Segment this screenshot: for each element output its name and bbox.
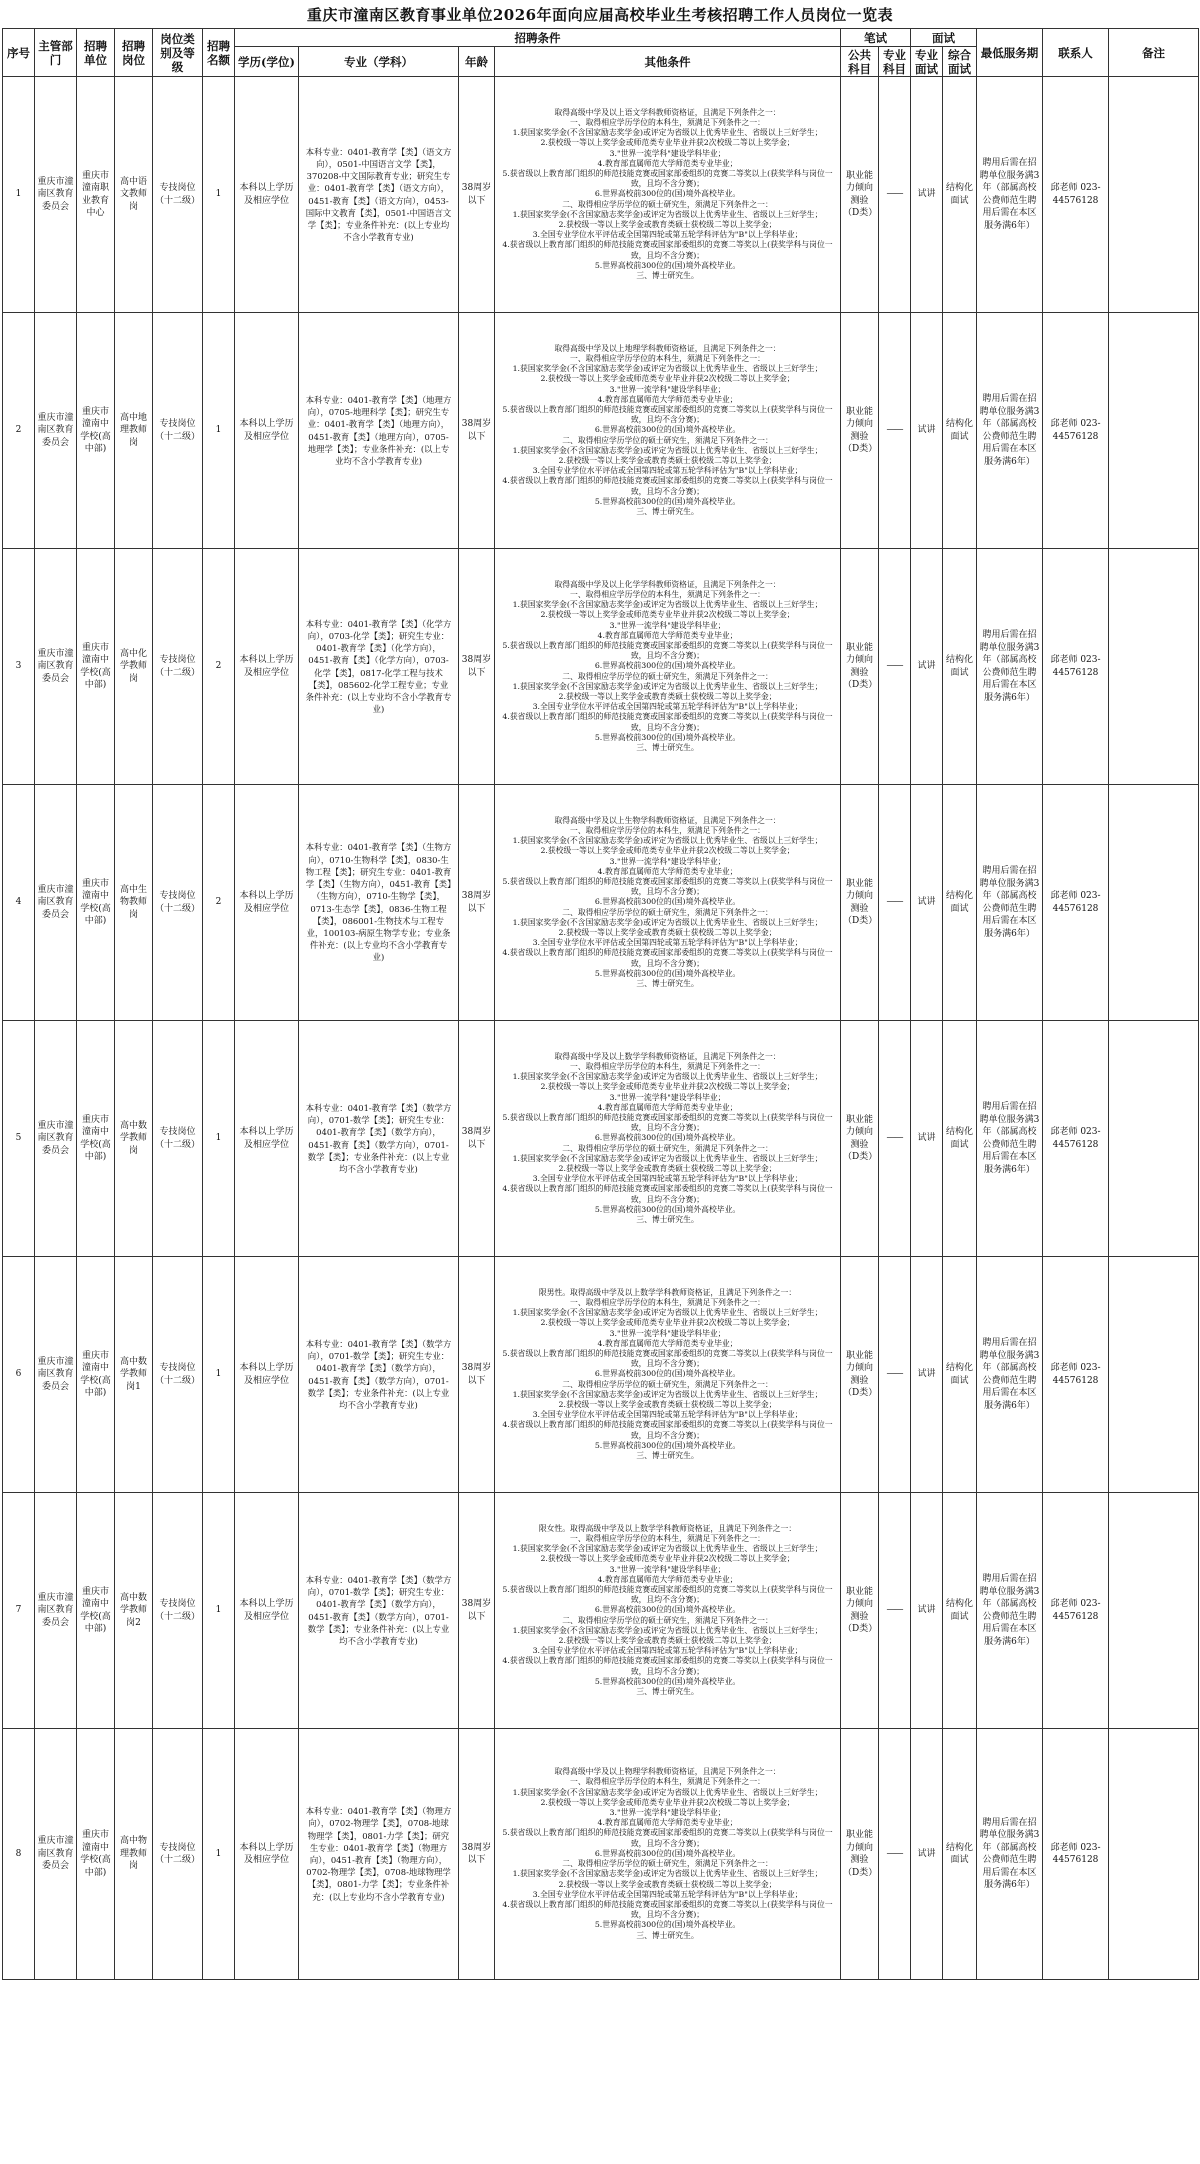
cell-quota: 1 — [203, 313, 235, 549]
cell-category: 专技岗位（十二级） — [153, 77, 203, 313]
cell-major: 本科专业：0401-教育学【类】（数学方向），0701-数学【类】；研究生专业：0401-教育学【类】（数学方向），0451-教育【类】（数学方向），0701-数学【类】；专业条件补充：(以上专业均不含小学教育专业) — [299, 1257, 459, 1493]
table-row — [3, 1257, 1199, 1493]
cell-unit: 重庆市潼南中学校(高中部) — [77, 1021, 115, 1257]
header-pro-interview: 专业面试 — [911, 47, 943, 77]
header-other: 其他条件 — [495, 47, 841, 77]
cell-unit: 重庆市潼南中学校(高中部) — [77, 1257, 115, 1493]
cell-pro-subject: —— — [879, 77, 911, 313]
cell-education: 本科以上学历及相应学位 — [235, 785, 299, 1021]
cell-public-subject: 职业能力倾向测验（D类） — [841, 1257, 879, 1493]
cell-other-conditions: 取得高级中学及以上地理学科教师资格证，且满足下列条件之一： 一、取得相应学历学位的本科生，须满足下列条件之一： 1.获国家奖学金(不含国家励志奖学金)或评定为省级以上优秀毕业生、省级以上三好学生； 2.获校级一等以上奖学金或师范类专业毕业并获2次校级二等以上奖学金； 3."世界一流学科"建设学科毕业； 4.教育部直属师范大学师范类专业毕业； 5.获省级以上教育部门组织的师范技能竞赛或国家部委组织的竞赛二等奖以上(获奖学科与岗位一致，且均不含分赛)； 6.世界高校前300位的(国)境外高校毕业。 二、取得相应学历学位的硕士研究生，须满足下列条件之一： 1.获国家奖学金(不含国家励志奖学金)或评定为省级以上优秀毕业生、省级以上三好学生； 2.获校级一等以上奖学金或教育类硕士获校级二等以上奖学金； 3.全国专业学位水平评估或全国第四轮或第五轮学科评估为"B"以上学科毕业； 4.获省级以上教育部门组织的师范技能竞赛或国家部委组织的竞赛二等奖以上(获奖学科与岗位一致，且均不含分赛)； 5.世界高校前300位的(国)境外高校毕业。 三、博士研究生。 — [495, 313, 841, 549]
header-interview: 面试 — [911, 29, 977, 47]
cell-other-conditions: 取得高级中学及以上数学学科教师资格证，且满足下列条件之一： 一、取得相应学历学位的本科生，须满足下列条件之一： 1.获国家奖学金(不含国家励志奖学金)或评定为省级以上优秀毕业生、省级以上三好学生； 2.获校级一等以上奖学金或师范类专业毕业并获2次校级二等以上奖学金； 3."世界一流学科"建设学科毕业； 4.教育部直属师范大学师范类专业毕业； 5.获省级以上教育部门组织的师范技能竞赛或国家部委组织的竞赛二等奖以上(获奖学科与岗位一致，且均不含分赛)； 6.世界高校前300位的(国)境外高校毕业。 二、取得相应学历学位的硕士研究生，须满足下列条件之一： 1.获国家奖学金(不含国家励志奖学金)或评定为省级以上优秀毕业生、省级以上三好学生； 2.获校级一等以上奖学金或教育类硕士获校级二等以上奖学金； 3.全国专业学位水平评估或全国第四轮或第五轮学科评估为"B"以上学科毕业； 4.获省级以上教育部门组织的师范技能竞赛或国家部委组织的竞赛二等奖以上(获奖学科与岗位一致，且均不含分赛)； 5.世界高校前300位的(国)境外高校毕业。 三、博士研究生。 — [495, 1021, 841, 1257]
cell-dept: 重庆市潼南区教育委员会 — [35, 785, 77, 1021]
cell-comp-interview: 结构化面试 — [943, 785, 977, 1021]
cell-unit: 重庆市潼南中学校(高中部) — [77, 549, 115, 785]
cell-dept: 重庆市潼南区教育委员会 — [35, 77, 77, 313]
cell-education: 本科以上学历及相应学位 — [235, 1493, 299, 1729]
cell-age: 38周岁以下 — [459, 77, 495, 313]
cell-category: 专技岗位（十二级） — [153, 549, 203, 785]
cell-dept: 重庆市潼南区教育委员会 — [35, 1493, 77, 1729]
cell-other-conditions: 限女性。取得高级中学及以上数学学科教师资格证，且满足下列条件之一： 一、取得相应学历学位的本科生，须满足下列条件之一： 1.获国家奖学金(不含国家励志奖学金)或评定为省级以上优秀毕业生、省级以上三好学生； 2.获校级一等以上奖学金或师范类专业毕业并获2次校级二等以上奖学金； 3."世界一流学科"建设学科毕业； 4.教育部直属师范大学师范类专业毕业； 5.获省级以上教育部门组织的师范技能竞赛或国家部委组织的竞赛二等奖以上(获奖学科与岗位一致，且均不含分赛)； 6.世界高校前300位的(国)境外高校毕业。 二、取得相应学历学位的硕士研究生，须满足下列条件之一： 1.获国家奖学金(不含国家励志奖学金)或评定为省级以上优秀毕业生、省级以上三好学生； 2.获校级一等以上奖学金或教育类硕士获校级二等以上奖学金； 3.全国专业学位水平评估或全国第四轮或第五轮学科评估为"B"以上学科毕业； 4.获省级以上教育部门组织的师范技能竞赛或国家部委组织的竞赛二等奖以上(获奖学科与岗位一致，且均不含分赛)； 5.世界高校前300位的(国)境外高校毕业。 三、博士研究生。 — [495, 1493, 841, 1729]
cell-pro-subject: —— — [879, 1021, 911, 1257]
cell-quota: 1 — [203, 1729, 235, 1980]
header-public-subject: 公共科目 — [841, 47, 879, 77]
cell-age: 38周岁以下 — [459, 313, 495, 549]
cell-unit: 重庆市潼南中学校(高中部) — [77, 1729, 115, 1980]
cell-major: 本科专业：0401-教育学【类】（地理方向），0705-地理科学【类】；研究生专业：0401-教育学【类】（地理方向），0451-教育【类】（地理方向），0705-地理学【类】；专业条件补充：(以上专业均不含小学教育专业) — [299, 313, 459, 549]
table-row — [3, 785, 1199, 1021]
table-row — [3, 1729, 1199, 1980]
cell-public-subject: 职业能力倾向测验（D类） — [841, 313, 879, 549]
cell-remark — [1109, 1729, 1199, 1980]
cell-category: 专技岗位（十二级） — [153, 785, 203, 1021]
cell-contact: 邱老师 023-44576128 — [1043, 1257, 1109, 1493]
cell-major: 本科专业：0401-教育学【类】（语文方向），0501-中国语言文学【类】，370208-中文国际教育专业；研究生专业：0401-教育学【类】（语文方向），0451-教育【类】（语文方向），0453-国际中文教育【类】，0501-中国语言文学【类】；专业条件补充：(以上专业均不含小学教育专业) — [299, 77, 459, 313]
cell-other-conditions: 取得高级中学及以上生物学科教师资格证，且满足下列条件之一： 一、取得相应学历学位的本科生，须满足下列条件之一： 1.获国家奖学金(不含国家励志奖学金)或评定为省级以上优秀毕业生、省级以上三好学生； 2.获校级一等以上奖学金或师范类专业毕业并获2次校级二等以上奖学金； 3."世界一流学科"建设学科毕业； 4.教育部直属师范大学师范类专业毕业； 5.获省级以上教育部门组织的师范技能竞赛或国家部委组织的竞赛二等奖以上(获奖学科与岗位一致，且均不含分赛)； 6.世界高校前300位的(国)境外高校毕业。 二、取得相应学历学位的硕士研究生，须满足下列条件之一： 1.获国家奖学金(不含国家励志奖学金)或评定为省级以上优秀毕业生、省级以上三好学生； 2.获校级一等以上奖学金或教育类硕士获校级二等以上奖学金； 3.全国专业学位水平评估或全国第四轮或第五轮学科评估为"B"以上学科毕业； 4.获省级以上教育部门组织的师范技能竞赛或国家部委组织的竞赛二等奖以上(获奖学科与岗位一致，且均不含分赛)； 5.世界高校前300位的(国)境外高校毕业。 三、博士研究生。 — [495, 785, 841, 1021]
header-comp-interview: 综合面试 — [943, 47, 977, 77]
cell-seq: 4 — [3, 785, 35, 1021]
cell-seq: 2 — [3, 313, 35, 549]
cell-post: 高中生物教师岗 — [115, 785, 153, 1021]
cell-pro-subject: —— — [879, 549, 911, 785]
cell-category: 专技岗位（十二级） — [153, 1021, 203, 1257]
cell-age: 38周岁以下 — [459, 1257, 495, 1493]
cell-remark — [1109, 1021, 1199, 1257]
cell-pro-subject: —— — [879, 1493, 911, 1729]
cell-remark — [1109, 1257, 1199, 1493]
cell-pro-subject: —— — [879, 313, 911, 549]
cell-seq: 1 — [3, 77, 35, 313]
cell-major: 本科专业：0401-教育学【类】（数学方向），0701-数学【类】；研究生专业：0401-教育学【类】（数学方向），0451-教育【类】（数学方向），0701-数学【类】；专业条件补充：(以上专业均不含小学教育专业) — [299, 1493, 459, 1729]
header-row-1 — [3, 29, 1199, 47]
cell-contact: 邱老师 023-44576128 — [1043, 785, 1109, 1021]
cell-comp-interview: 结构化面试 — [943, 1729, 977, 1980]
cell-post: 高中语文教师岗 — [115, 77, 153, 313]
cell-pro-interview: 试讲 — [911, 1021, 943, 1257]
cell-category: 专技岗位（十二级） — [153, 1257, 203, 1493]
cell-other-conditions: 限男性。取得高级中学及以上数学学科教师资格证，且满足下列条件之一： 一、取得相应学历学位的本科生，须满足下列条件之一： 1.获国家奖学金(不含国家励志奖学金)或评定为省级以上优秀毕业生、省级以上三好学生； 2.获校级一等以上奖学金或师范类专业毕业并获2次校级二等以上奖学金； 3."世界一流学科"建设学科毕业； 4.教育部直属师范大学师范类专业毕业； 5.获省级以上教育部门组织的师范技能竞赛或国家部委组织的竞赛二等奖以上(获奖学科与岗位一致，且均不含分赛)； 6.世界高校前300位的(国)境外高校毕业。 二、取得相应学历学位的硕士研究生，须满足下列条件之一： 1.获国家奖学金(不含国家励志奖学金)或评定为省级以上优秀毕业生、省级以上三好学生； 2.获校级一等以上奖学金或教育类硕士获校级二等以上奖学金； 3.全国专业学位水平评估或全国第四轮或第五轮学科评估为"B"以上学科毕业； 4.获省级以上教育部门组织的师范技能竞赛或国家部委组织的竞赛二等奖以上(获奖学科与岗位一致，且均不含分赛)； 5.世界高校前300位的(国)境外高校毕业。 三、博士研究生。 — [495, 1257, 841, 1493]
table-row — [3, 313, 1199, 549]
cell-public-subject: 职业能力倾向测验（D类） — [841, 785, 879, 1021]
cell-seq: 3 — [3, 549, 35, 785]
header-written: 笔试 — [841, 29, 911, 47]
cell-pro-interview: 试讲 — [911, 313, 943, 549]
cell-contact: 邱老师 023-44576128 — [1043, 313, 1109, 549]
cell-service: 聘用后需在招聘单位服务满3年（部属高校公费师范生聘用后需在本区服务满6年） — [977, 1021, 1043, 1257]
cell-service: 聘用后需在招聘单位服务满3年（部属高校公费师范生聘用后需在本区服务满6年） — [977, 77, 1043, 313]
cell-education: 本科以上学历及相应学位 — [235, 1021, 299, 1257]
header-contact: 联系人 — [1043, 29, 1109, 77]
cell-post: 高中数学教师岗 — [115, 1021, 153, 1257]
header-service: 最低服务期 — [977, 29, 1043, 77]
header-dept: 主管部门 — [35, 29, 77, 77]
cell-service: 聘用后需在招聘单位服务满3年（部属高校公费师范生聘用后需在本区服务满6年） — [977, 1257, 1043, 1493]
cell-seq: 7 — [3, 1493, 35, 1729]
cell-comp-interview: 结构化面试 — [943, 1493, 977, 1729]
cell-service: 聘用后需在招聘单位服务满3年（部属高校公费师范生聘用后需在本区服务满6年） — [977, 313, 1043, 549]
document-title: 重庆市潼南区教育事业单位2026年面向应届高校毕业生考核招聘工作人员岗位一览表 — [306, 6, 894, 24]
cell-dept: 重庆市潼南区教育委员会 — [35, 1729, 77, 1980]
cell-major: 本科专业：0401-教育学【类】（物理方向），0702-物理学【类】，0708-地球物理学【类】，0801-力学【类】；研究生专业：0401-教育学【类】（物理方向），0451-教育【类】（物理方向），0702-物理学【类】，0708-地球物理学【类】，0801-力学【类】；专业条件补充：(以上专业均不含小学教育专业) — [299, 1729, 459, 1980]
cell-quota: 1 — [203, 1493, 235, 1729]
positions-table — [2, 28, 1199, 1980]
cell-education: 本科以上学历及相应学位 — [235, 313, 299, 549]
cell-seq: 5 — [3, 1021, 35, 1257]
cell-quota: 2 — [203, 549, 235, 785]
cell-major: 本科专业：0401-教育学【类】（化学方向），0703-化学【类】；研究生专业：0401-教育学【类】（化学方向），0451-教育【类】（化学方向），0703-化学【类】，0817-化学工程与技术【类】，085602-化学工程专业；专业条件补充：(以上专业均不含小学教育专业) — [299, 549, 459, 785]
header-post: 招聘岗位 — [115, 29, 153, 77]
cell-age: 38周岁以下 — [459, 1729, 495, 1980]
cell-comp-interview: 结构化面试 — [943, 1021, 977, 1257]
cell-age: 38周岁以下 — [459, 1021, 495, 1257]
header-education: 学历(学位) — [235, 47, 299, 77]
cell-unit: 重庆市潼南中学校(高中部) — [77, 1493, 115, 1729]
header-quota: 招聘名额 — [203, 29, 235, 77]
cell-dept: 重庆市潼南区教育委员会 — [35, 1257, 77, 1493]
cell-contact: 邱老师 023-44576128 — [1043, 549, 1109, 785]
header-major: 专业（学科） — [299, 47, 459, 77]
table-row — [3, 1493, 1199, 1729]
cell-age: 38周岁以下 — [459, 549, 495, 785]
cell-remark — [1109, 77, 1199, 313]
cell-pro-subject: —— — [879, 785, 911, 1021]
cell-remark — [1109, 313, 1199, 549]
cell-public-subject: 职业能力倾向测验（D类） — [841, 77, 879, 313]
cell-education: 本科以上学历及相应学位 — [235, 1729, 299, 1980]
cell-pro-interview: 试讲 — [911, 77, 943, 313]
cell-dept: 重庆市潼南区教育委员会 — [35, 313, 77, 549]
cell-public-subject: 职业能力倾向测验（D类） — [841, 1493, 879, 1729]
cell-comp-interview: 结构化面试 — [943, 77, 977, 313]
cell-quota: 2 — [203, 785, 235, 1021]
cell-other-conditions: 取得高级中学及以上语文学科教师资格证，且满足下列条件之一： 一、取得相应学历学位的本科生，须满足下列条件之一： 1.获国家奖学金(不含国家励志奖学金)或评定为省级以上优秀毕业生、省级以上三好学生； 2.获校级一等以上奖学金或师范类专业毕业并获2次校级二等以上奖学金； 3."世界一流学科"建设学科毕业； 4.教育部直属师范大学师范类专业毕业； 5.获省级以上教育部门组织的师范技能竞赛或国家部委组织的竞赛二等奖以上(获奖学科与岗位一致，且均不含分赛)； 6.世界高校前300位的(国)境外高校毕业。 二、取得相应学历学位的硕士研究生，须满足下列条件之一： 1.获国家奖学金(不含国家励志奖学金)或评定为省级以上优秀毕业生、省级以上三好学生； 2.获校级一等以上奖学金或教育类硕士获校级二等以上奖学金； 3.全国专业学位水平评估或全国第四轮或第五轮学科评估为"B"以上学科毕业； 4.获省级以上教育部门组织的师范技能竞赛或国家部委组织的竞赛二等奖以上(获奖学科与岗位一致，且均不含分赛)； 5.世界高校前300位的(国)境外高校毕业。 三、博士研究生。 — [495, 77, 841, 313]
header-conditions: 招聘条件 — [235, 29, 841, 47]
header-age: 年龄 — [459, 47, 495, 77]
cell-post: 高中化学教师岗 — [115, 549, 153, 785]
cell-service: 聘用后需在招聘单位服务满3年（部属高校公费师范生聘用后需在本区服务满6年） — [977, 1729, 1043, 1980]
table-row — [3, 77, 1199, 313]
cell-quota: 1 — [203, 1257, 235, 1493]
cell-public-subject: 职业能力倾向测验（D类） — [841, 1021, 879, 1257]
header-unit: 招聘单位 — [77, 29, 115, 77]
cell-service: 聘用后需在招聘单位服务满3年（部属高校公费师范生聘用后需在本区服务满6年） — [977, 1493, 1043, 1729]
cell-unit: 重庆市潼南中学校(高中部) — [77, 785, 115, 1021]
cell-post: 高中物理教师岗 — [115, 1729, 153, 1980]
cell-seq: 8 — [3, 1729, 35, 1980]
cell-pro-interview: 试讲 — [911, 1257, 943, 1493]
cell-major: 本科专业：0401-教育学【类】（数学方向），0701-数学【类】；研究生专业：0401-教育学【类】（数学方向），0451-教育【类】（数学方向），0701-数学【类】；专业条件补充：(以上专业均不含小学教育专业) — [299, 1021, 459, 1257]
cell-other-conditions: 取得高级中学及以上物理学科教师资格证，且满足下列条件之一： 一、取得相应学历学位的本科生，须满足下列条件之一： 1.获国家奖学金(不含国家励志奖学金)或评定为省级以上优秀毕业生、省级以上三好学生； 2.获校级一等以上奖学金或师范类专业毕业并获2次校级二等以上奖学金； 3."世界一流学科"建设学科毕业； 4.教育部直属师范大学师范类专业毕业； 5.获省级以上教育部门组织的师范技能竞赛或国家部委组织的竞赛二等奖以上(获奖学科与岗位一致，且均不含分赛)； 6.世界高校前300位的(国)境外高校毕业。 二、取得相应学历学位的硕士研究生，须满足下列条件之一： 1.获国家奖学金(不含国家励志奖学金)或评定为省级以上优秀毕业生、省级以上三好学生； 2.获校级一等以上奖学金或教育类硕士获校级二等以上奖学金； 3.全国专业学位水平评估或全国第四轮或第五轮学科评估为"B"以上学科毕业； 4.获省级以上教育部门组织的师范技能竞赛或国家部委组织的竞赛二等奖以上(获奖学科与岗位一致，且均不含分赛)； 5.世界高校前300位的(国)境外高校毕业。 三、博士研究生。 — [495, 1729, 841, 1980]
header-category: 岗位类别及等级 — [153, 29, 203, 77]
cell-pro-subject: —— — [879, 1257, 911, 1493]
cell-comp-interview: 结构化面试 — [943, 549, 977, 785]
cell-pro-interview: 试讲 — [911, 785, 943, 1021]
cell-quota: 1 — [203, 1021, 235, 1257]
cell-education: 本科以上学历及相应学位 — [235, 549, 299, 785]
cell-unit: 重庆市潼南中学校(高中部) — [77, 313, 115, 549]
cell-category: 专技岗位（十二级） — [153, 313, 203, 549]
table-row — [3, 549, 1199, 785]
cell-quota: 1 — [203, 77, 235, 313]
cell-public-subject: 职业能力倾向测验（D类） — [841, 1729, 879, 1980]
cell-post: 高中地理教师岗 — [115, 313, 153, 549]
cell-post: 高中数学教师岗2 — [115, 1493, 153, 1729]
cell-public-subject: 职业能力倾向测验（D类） — [841, 549, 879, 785]
cell-age: 38周岁以下 — [459, 1493, 495, 1729]
header-remark: 备注 — [1109, 29, 1199, 77]
cell-remark — [1109, 549, 1199, 785]
cell-contact: 邱老师 023-44576128 — [1043, 1021, 1109, 1257]
table-row — [3, 1021, 1199, 1257]
cell-seq: 6 — [3, 1257, 35, 1493]
table-body — [3, 77, 1199, 1980]
cell-education: 本科以上学历及相应学位 — [235, 1257, 299, 1493]
cell-category: 专技岗位（十二级） — [153, 1729, 203, 1980]
cell-major: 本科专业：0401-教育学【类】（生物方向），0710-生物科学【类】，0830-生物工程【类】；研究生专业：0401-教育学【类】（生物方向），0451-教育【类】（生物方向），0710-生物学【类】，0713-生态学【类】，0836-生物工程【类】，086001-生物技术与工程专业，100103-病原生物学专业；专业条件补充：(以上专业均不含小学教育专业) — [299, 785, 459, 1021]
cell-comp-interview: 结构化面试 — [943, 313, 977, 549]
cell-age: 38周岁以下 — [459, 785, 495, 1021]
cell-pro-interview: 试讲 — [911, 1729, 943, 1980]
cell-remark — [1109, 785, 1199, 1021]
cell-pro-subject: —— — [879, 1729, 911, 1980]
cell-service: 聘用后需在招聘单位服务满3年（部属高校公费师范生聘用后需在本区服务满6年） — [977, 549, 1043, 785]
header-pro-subject: 专业科目 — [879, 47, 911, 77]
cell-contact: 邱老师 023-44576128 — [1043, 1729, 1109, 1980]
cell-post: 高中数学教师岗1 — [115, 1257, 153, 1493]
cell-dept: 重庆市潼南区教育委员会 — [35, 549, 77, 785]
cell-education: 本科以上学历及相应学位 — [235, 77, 299, 313]
cell-unit: 重庆市潼南职业教育中心 — [77, 77, 115, 313]
cell-remark — [1109, 1493, 1199, 1729]
cell-other-conditions: 取得高级中学及以上化学学科教师资格证，且满足下列条件之一： 一、取得相应学历学位的本科生，须满足下列条件之一： 1.获国家奖学金(不含国家励志奖学金)或评定为省级以上优秀毕业生、省级以上三好学生； 2.获校级一等以上奖学金或师范类专业毕业并获2次校级二等以上奖学金； 3."世界一流学科"建设学科毕业； 4.教育部直属师范大学师范类专业毕业； 5.获省级以上教育部门组织的师范技能竞赛或国家部委组织的竞赛二等奖以上(获奖学科与岗位一致，且均不含分赛)； 6.世界高校前300位的(国)境外高校毕业。 二、取得相应学历学位的硕士研究生，须满足下列条件之一： 1.获国家奖学金(不含国家励志奖学金)或评定为省级以上优秀毕业生、省级以上三好学生； 2.获校级一等以上奖学金或教育类硕士获校级二等以上奖学金； 3.全国专业学位水平评估或全国第四轮或第五轮学科评估为"B"以上学科毕业； 4.获省级以上教育部门组织的师范技能竞赛或国家部委组织的竞赛二等奖以上(获奖学科与岗位一致，且均不含分赛)； 5.世界高校前300位的(国)境外高校毕业。 三、博士研究生。 — [495, 549, 841, 785]
cell-service: 聘用后需在招聘单位服务满3年（部属高校公费师范生聘用后需在本区服务满6年） — [977, 785, 1043, 1021]
header-seq: 序号 — [3, 29, 35, 77]
cell-dept: 重庆市潼南区教育委员会 — [35, 1021, 77, 1257]
cell-category: 专技岗位（十二级） — [153, 1493, 203, 1729]
cell-contact: 邱老师 023-44576128 — [1043, 1493, 1109, 1729]
cell-pro-interview: 试讲 — [911, 549, 943, 785]
cell-pro-interview: 试讲 — [911, 1493, 943, 1729]
cell-contact: 邱老师 023-44576128 — [1043, 77, 1109, 313]
cell-comp-interview: 结构化面试 — [943, 1257, 977, 1493]
